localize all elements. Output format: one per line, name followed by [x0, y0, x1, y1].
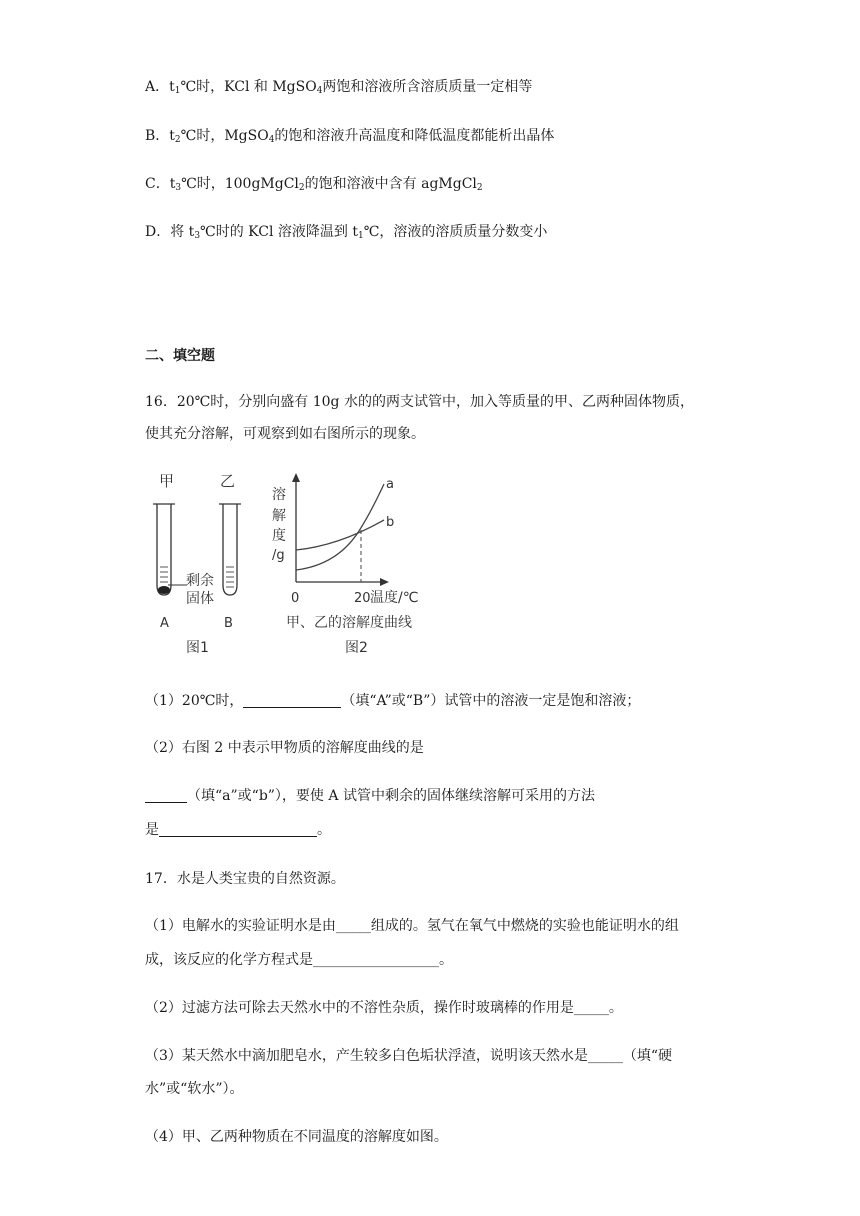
q16-figures-svg	[148, 472, 438, 664]
option-c	[145, 174, 483, 198]
tube-b-top-label: 乙	[220, 472, 236, 490]
option-c-text-3: 的饱和溶液中含有 agMgCl	[304, 176, 477, 192]
tube-b-label: B	[224, 616, 233, 631]
option-d-text-3: ℃，溶液的溶质质量分数变小	[363, 224, 548, 240]
y-label-3: 度	[272, 528, 286, 544]
option-b-text-3: 的饱和溶液升高温度和降低温度都能析出晶体	[274, 128, 555, 144]
curve-b-label: b	[386, 515, 395, 530]
test-tube-a	[153, 504, 175, 595]
option-a-sub-2: 4	[316, 86, 323, 96]
option-b-text-1: B．t	[145, 128, 175, 144]
q17-part-3-line-2: 水”或“软水”）。	[145, 1081, 244, 1097]
origin-label: 0	[291, 591, 300, 606]
option-b	[145, 126, 554, 150]
curve-a-label: a	[386, 477, 394, 492]
option-d	[145, 222, 547, 246]
tube-a-label: A	[160, 616, 169, 631]
option-c-text-2: ℃时，100gMgCl	[181, 176, 299, 192]
q16-line-2: 使其充分溶解，可观察到如右图所示的现象。	[145, 426, 425, 442]
figure-2-title: 甲、乙的溶解度曲线	[286, 615, 412, 631]
option-a-sub-1: 1	[174, 86, 181, 96]
q16-line-1: 16．20℃时，分别向盛有 10g 水的的两支试管中，加入等质量的甲、乙两种固体物质，	[145, 394, 694, 410]
figure-2-caption: 图2	[345, 640, 368, 656]
section-title: 二、填空题	[145, 348, 215, 364]
q17-part-3-line-1: （3）某天然水中滴加肥皂水，产生较多白色垢状浮渣，说明该天然水是_____（填“硬	[145, 1048, 673, 1064]
q17-part-1-line-1: （1）电解水的实验证明水是由_____组成的。氢气在氧气中燃烧的实验也能证明水的组	[145, 918, 679, 934]
option-d-text-2: ℃时的 KCl 溶液降温到 t	[200, 224, 358, 240]
option-b-text-2: ℃时，MgSO	[180, 128, 269, 144]
figure-2	[272, 473, 418, 656]
y-label-2: 解	[272, 508, 286, 524]
q17-part-2: （2）过滤方法可除去天然水中的不溶性杂质，操作时玻璃棒的作用是_____。	[145, 1000, 623, 1016]
option-a	[145, 77, 532, 101]
x-tick-label: 20	[354, 591, 371, 606]
option-d-sub-1: 3	[194, 231, 201, 241]
option-c-sub-3: 2	[476, 183, 483, 193]
option-c-sub-2: 2	[298, 183, 305, 193]
q16-part-1-lead: （1）20℃时，	[145, 693, 244, 709]
y-label-4: /g	[272, 548, 285, 563]
option-d-sub-2: 1	[357, 231, 364, 241]
option-b-sub-1: 2	[174, 135, 181, 145]
q17-part-1-line-2: 成，该反应的化学方程式是__________________。	[145, 952, 453, 968]
q17-part-4: （4）甲、乙两种物质在不同温度的溶解度如图。	[145, 1129, 448, 1145]
residue-label-1: 剩余	[186, 573, 214, 589]
q16-part-2-line-2-text: （填“a”或“b”），要使 A 试管中剩余的固体继续溶解可采用的方法	[187, 788, 595, 804]
residue-solid	[158, 586, 170, 594]
q16-part-2: （2）右图 2 中表示甲物质的溶解度曲线的是	[145, 740, 424, 756]
y-axis-arrow	[292, 473, 300, 482]
q16-figures	[148, 472, 438, 668]
q16-answer-blank-1[interactable]	[243, 693, 341, 708]
option-b-sub-2: 4	[268, 135, 275, 145]
curve-b	[296, 520, 384, 550]
q16-part-1-tail: （填“A”或“B”）试管中的溶液一定是饱和溶液；	[341, 693, 641, 709]
x-axis-arrow	[380, 578, 389, 586]
option-a-text-1: A．t	[145, 79, 175, 95]
q16-part-2-line-3-tail: 。	[317, 822, 331, 838]
figure-1-caption: 图1	[186, 640, 209, 656]
q17-title: 17．水是人类宝贵的自然资源。	[145, 871, 345, 887]
q16-answer-blank-2[interactable]	[145, 788, 187, 803]
y-label-1: 溶	[272, 487, 286, 503]
option-a-text-3: 两饱和溶液所含溶质质量一定相等	[322, 79, 533, 95]
q16-part-1	[145, 691, 640, 711]
figure-1	[153, 472, 241, 656]
q16-answer-blank-3[interactable]	[159, 822, 317, 837]
x-axis-label: 温度/℃	[370, 590, 419, 606]
option-d-text-1: D．将 t	[145, 224, 195, 240]
q16-part-2-line-2	[145, 786, 595, 806]
residue-label-2: 固体	[186, 591, 214, 607]
tube-a-top-label: 甲	[159, 472, 175, 490]
q16-part-2-line-3-lead: 是	[145, 822, 159, 838]
option-a-text-2: ℃时，KCl 和 MgSO	[180, 79, 317, 95]
test-tube-b	[219, 504, 241, 595]
option-c-text-1: C．t	[145, 176, 176, 192]
q16-part-2-line-3	[145, 820, 331, 840]
option-c-sub-1: 3	[175, 183, 182, 193]
